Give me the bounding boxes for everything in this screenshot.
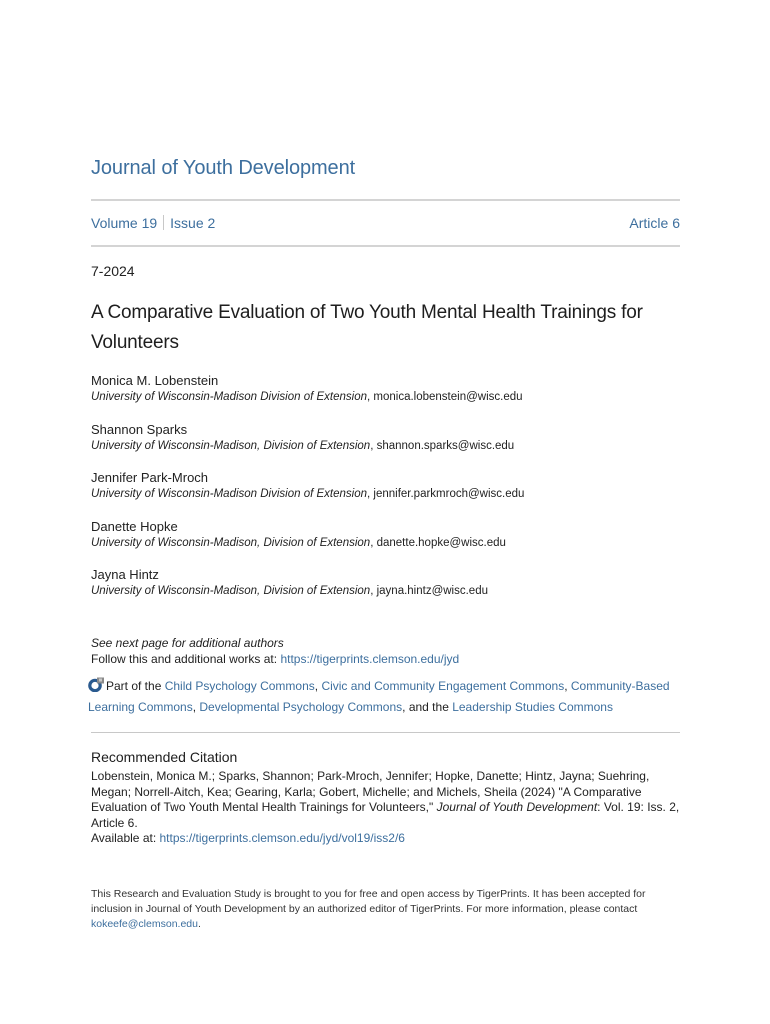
affiliation-name: University of Wisconsin-Madison Division of Extension bbox=[91, 488, 367, 500]
publication-date: 7-2024 bbox=[91, 263, 135, 279]
repository-link[interactable]: https://tigerprints.clemson.edu/jyd bbox=[280, 652, 460, 666]
author-email: jayna.hintz@wisc.edu bbox=[376, 585, 488, 597]
author-affiliation: University of Wisconsin-Madison Division of Extension, jennifer.parkmroch@wisc.edu bbox=[91, 488, 525, 500]
author-name: Monica M. Lobenstein bbox=[91, 373, 219, 388]
citation-text bbox=[91, 769, 680, 847]
follow-label: Follow this and additional works at: bbox=[91, 652, 281, 666]
citation-journal: Journal of Youth Development bbox=[436, 800, 598, 814]
author-affiliation: University of Wisconsin-Madison, Division of Extension, jayna.hintz@wisc.edu bbox=[91, 585, 488, 597]
affiliation-name: University of Wisconsin-Madison, Division of Extension bbox=[91, 439, 371, 452]
citation-body: Lobenstein, Monica M.; Sparks, Shannon; Park-Mroch, Jennifer; Hopke, Danette; Hintz, Jayna; Suehring, Megan; Norrell-Aitch, Kea; Gearing, Karla; Gobert, Michelle; and Michels, Sheila (2024) "A Comparative Evaluation of Two Youth Mental Health Trainings for Volunteers," bbox=[91, 769, 650, 814]
article-link[interactable]: Article 6 bbox=[629, 215, 680, 231]
part-of-commons bbox=[88, 676, 688, 718]
affiliation-name: University of Wisconsin-Madison, Division of Extension bbox=[91, 585, 371, 597]
available-label: Available at: bbox=[91, 831, 160, 845]
contact-email-link[interactable]: kokeefe@clemson.edu bbox=[91, 918, 198, 930]
affiliation-name: University of Wisconsin-Madison, Division of Extension bbox=[91, 536, 371, 549]
author-email: danette.hopke@wisc.edu bbox=[376, 536, 506, 549]
divider bbox=[91, 732, 680, 733]
author-name: Shannon Sparks bbox=[91, 421, 188, 437]
separator: , bbox=[564, 679, 571, 693]
footer-end: . bbox=[197, 918, 201, 930]
divider bbox=[163, 215, 164, 230]
follow-line bbox=[91, 652, 459, 666]
divider bbox=[91, 245, 680, 247]
more-authors-note: See next page for additional authors bbox=[91, 636, 284, 650]
citation-volume: : Vol. 19: Iss. 2, Article 6. bbox=[91, 800, 680, 830]
author-name: Jayna Hintz bbox=[91, 567, 159, 582]
affiliation-name: University of Wisconsin-Madison Division of Extension bbox=[91, 391, 367, 403]
author-affiliation: University of Wisconsin-Madison, Division of Extension, danette.hopke@wisc.edu bbox=[91, 536, 506, 549]
commons-link-leadership-studies[interactable]: Leadership Studies Commons bbox=[452, 700, 613, 714]
network-commons-icon bbox=[88, 677, 105, 692]
author-entry bbox=[91, 519, 691, 568]
author-email: shannon.sparks@wisc.edu bbox=[376, 439, 515, 452]
author-affiliation: University of Wisconsin-Madison, Division of Extension, shannon.sparks@wisc.edu bbox=[91, 439, 515, 452]
article-url-link[interactable]: https://tigerprints.clemson.edu/jyd/vol19/iss2/6 bbox=[159, 831, 405, 845]
issue-link[interactable]: Issue 2 bbox=[170, 215, 216, 231]
author-entry bbox=[91, 373, 691, 422]
author-entry bbox=[91, 470, 691, 519]
author-name: Jennifer Park-Mroch bbox=[91, 470, 209, 485]
separator: , bbox=[314, 679, 322, 693]
commons-link-civic-community-engagement[interactable]: Civic and Community Engagement Commons bbox=[321, 679, 565, 693]
separator: , and the bbox=[402, 700, 453, 714]
author-name: Danette Hopke bbox=[91, 518, 178, 534]
commons-link-community-based-learning[interactable]: Community-Based Learning Commons bbox=[88, 679, 670, 714]
part-of-prefix: Part of the bbox=[106, 679, 165, 693]
commons-link-child-psychology[interactable]: Child Psychology Commons bbox=[164, 679, 315, 693]
author-list bbox=[91, 373, 691, 616]
author-entry bbox=[91, 567, 691, 616]
citation-heading: Recommended Citation bbox=[91, 749, 238, 765]
divider bbox=[91, 199, 680, 201]
author-affiliation: University of Wisconsin-Madison Division of Extension, monica.lobenstein@wisc.edu bbox=[91, 391, 523, 403]
author-email: monica.lobenstein@wisc.edu bbox=[373, 391, 523, 403]
separator: , bbox=[192, 700, 200, 714]
footer-text: This Research and Evaluation Study is brought to you for free and open access by TigerPrints. It has been accepted for inclusion in Journal of Youth Development by an authorized editor of TigerPrints. For more information, please contact bbox=[91, 888, 646, 915]
access-footer bbox=[91, 887, 680, 932]
article-title: A Comparative Evaluation of Two Youth Mental Health Trainings for Volunteers bbox=[91, 302, 643, 353]
volume-link[interactable]: Volume 19 bbox=[91, 215, 158, 231]
author-email: jennifer.parkmroch@wisc.edu bbox=[373, 488, 525, 500]
commons-link-developmental-psychology[interactable]: Developmental Psychology Commons bbox=[199, 700, 403, 714]
author-entry bbox=[91, 422, 691, 471]
volume-issue-row bbox=[91, 215, 680, 231]
journal-title-link[interactable]: Journal of Youth Development bbox=[91, 157, 356, 179]
